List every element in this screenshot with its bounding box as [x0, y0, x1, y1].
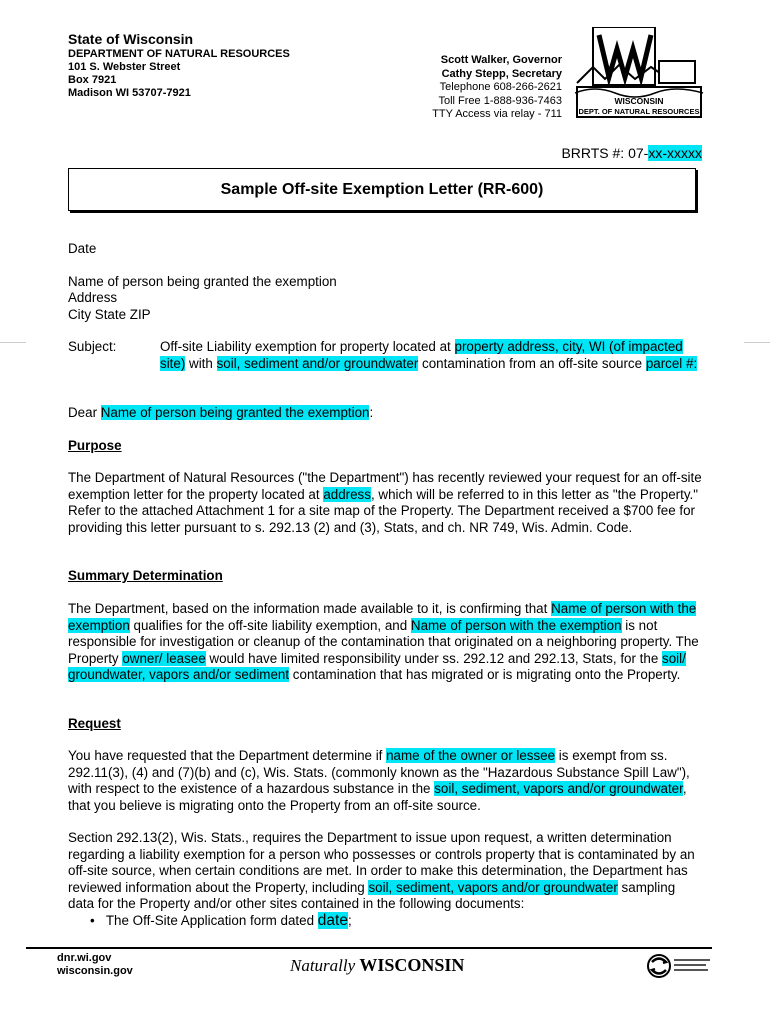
date-line: Date	[68, 241, 97, 256]
wisconsin-website-link[interactable]: wisconsin.gov	[57, 965, 133, 977]
tty-access: TTY Access via relay - 711	[432, 108, 562, 120]
salutation: Dear Name of person being granted the exemption:	[68, 405, 374, 420]
footer-divider	[26, 947, 712, 949]
subject-label: Subject:	[68, 339, 117, 354]
request-paragraph-1: You have requested that the Department determine if name of the owner or lessee is exempt from ss. 292.11(3), (4) and (7)(b) and (c), Wis. Stats. (commonly known as the "Hazardous Substance Spill Law"), with respect to the existence of a hazardous substance in the soil, sediment, vapors and/or groundwater, that you believe is migrating onto the Property from an off-site source.	[68, 748, 690, 813]
document-list-item: • The Off-Site Application form dated date;	[90, 912, 352, 929]
recipient-city: City State ZIP	[68, 307, 151, 322]
brrts-number	[561, 145, 702, 161]
brrts-value: xx-xxxxx	[648, 145, 702, 161]
request-paragraph-2: Section 292.13(2), Wis. Stats., requires the Department to issue upon request, a written determination regarding a liability exemption for a person who possesses or controls property that is contaminated by an off-site source, when certain conditions are met. In order to make this determination, the Department has reviewed information about the Property, including soil, sediment, vapors and/or groundwater sampling data for the Property and/or other sites contained in the following documents:	[68, 830, 695, 911]
subject-text: Off-site Liability exemption for property located at property address, city, WI (of impacted site) with soil, sediment and/or groundwater contamination from an off-site source parcel #:	[160, 339, 698, 371]
dnr-website-link[interactable]: dnr.wi.gov	[57, 952, 112, 964]
logo-text-dept: DEPT. OF NATURAL RESOURCES	[578, 107, 700, 116]
state-name: State of Wisconsin	[68, 31, 194, 47]
governor: Scott Walker, Governor	[440, 54, 562, 66]
bullet: •	[90, 913, 95, 928]
recipient-address: Address	[68, 290, 118, 305]
title-text: Sample Off-site Exemption Letter (RR-600)	[220, 180, 544, 198]
margin-mark-right	[744, 342, 770, 343]
letter-title	[68, 168, 696, 211]
dept-street: 101 S. Webster Street	[68, 61, 181, 73]
logo-text-wisconsin: WISCONSIN	[614, 96, 664, 106]
request-heading: Request	[68, 716, 121, 731]
footer-websites	[57, 952, 133, 978]
dnr-logo	[575, 27, 705, 121]
dept-city: Madison WI 53707-7921	[68, 87, 191, 99]
margin-mark-left	[0, 342, 26, 343]
brrts-prefix: BRRTS #: 07-	[561, 145, 649, 161]
secretary: Cathy Stepp, Secretary	[441, 67, 562, 80]
recipient-name: Name of person being granted the exemption	[68, 274, 337, 289]
summary-paragraph: The Department, based on the information made available to it, is confirming that Name of person with the exemption qualifies for the off-site liability exemption, and Name of person with the exemption is not responsible for investigation or cleanup of the contamination that originated on a neighboring property. The Property owner/ leasee would have limited responsibility under ss. 292.12 and 292.13, Stats, for the soil/ groundwater, vapors and/or sediment contamination that has migrated or is migrating onto the Property.	[68, 601, 699, 682]
toll-free: Toll Free 1-888-936-7463	[438, 94, 562, 107]
summary-heading: Summary Determination	[68, 568, 223, 583]
dept-box: Box 7921	[68, 74, 117, 86]
officials-block	[432, 54, 562, 122]
agency-address-block	[68, 30, 290, 100]
telephone: Telephone 608-266-2621	[439, 81, 562, 93]
naturally-wisconsin-slogan: Naturally WISCONSIN	[290, 955, 465, 975]
recycled-paper-icon	[646, 953, 714, 979]
dept-name: DEPARTMENT OF NATURAL RESOURCES	[68, 48, 290, 60]
purpose-paragraph: The Department of Natural Resources ("the Department") has recently reviewed your request for an off-site exemption letter for the property located at address, which will be referred to in this letter as "the Property." Refer to the attached Attachment 1 for a site map of the Property. The Department received a $700 fee for providing this letter pursuant to s. 292.13 (2) and (3), Stats, and ch. NR 749, Wis. Admin. Code.	[68, 470, 702, 535]
purpose-heading: Purpose	[68, 438, 122, 453]
